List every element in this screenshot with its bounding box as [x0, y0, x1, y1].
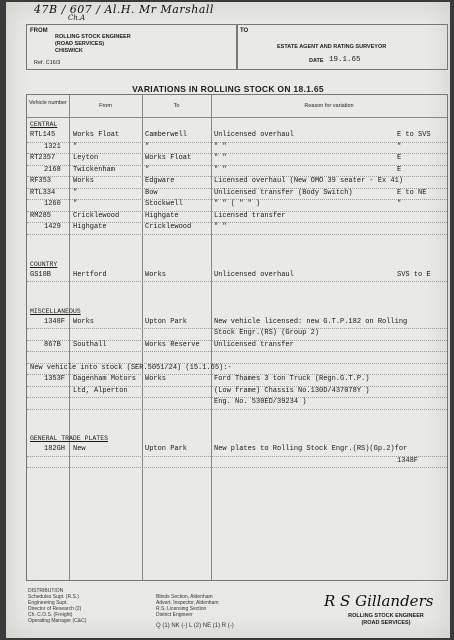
cell-t: Camberwell [145, 131, 188, 140]
col-to: To [173, 103, 180, 109]
section-heading: MISCELLANEOUS [30, 307, 81, 315]
from-dept: ROLLING STOCK ENGINEER [55, 34, 131, 40]
cell-t: " [145, 142, 150, 151]
cell-f: Works [73, 317, 95, 326]
cell-t: Stockwell [145, 200, 183, 209]
cell-r: Unlicensed overhaul [214, 131, 294, 140]
cell-t: Upton Park [145, 317, 188, 326]
cell-f: " [73, 188, 78, 197]
cell-t: Highgate [145, 211, 179, 220]
cell-v: 1321 [44, 142, 61, 151]
cell-f: Ltd, Alperton [73, 386, 128, 395]
cell-v: 182GH [44, 445, 66, 454]
to-label: TO [240, 28, 249, 34]
col-from: From [99, 103, 112, 109]
variations-table [26, 94, 448, 581]
distribution-codes: Q (1) NK (-) L (2) NE (1) R (-) [156, 623, 234, 629]
cell-t: Works Float [145, 154, 192, 163]
document-title: VARIATIONS IN ROLLING STOCK ON 18.1.65 [132, 84, 324, 94]
cell-r: " " [214, 165, 227, 174]
cell-f: Southall [73, 340, 107, 349]
cell-t: Cricklewood [145, 223, 192, 232]
cell-t: Works Reserve [145, 340, 200, 349]
cell-f: Hertford [73, 270, 107, 279]
cell-r: " " [214, 223, 227, 232]
document-sheet [6, 2, 450, 638]
cell-f: Works Float [73, 131, 120, 140]
cell-x: " [397, 142, 402, 151]
cell-t: " [145, 165, 150, 174]
cell-t: Bow [145, 188, 158, 197]
from-place: CHISWICK [55, 48, 83, 54]
cell-x: E to NE [397, 188, 427, 197]
cell-r: Unlicensed transfer (Body Switch) [214, 188, 353, 197]
cell-x: E to SVS [397, 131, 431, 140]
cell-f: " [73, 142, 78, 151]
cell-v: 867B [44, 340, 61, 349]
cell-x: SVS to E [397, 270, 431, 279]
cell-v: 2168 [44, 165, 61, 174]
cell-v: 1260 [44, 200, 61, 209]
distribution-mid: Blinds Section, Aldenham Advert. Inspector, Aldenham R.S. Licensing Section District Engineer [156, 594, 219, 618]
distribution-list: DISTRIBUTION Schedules Supt. (R.S.) Engineering Supt. Director of Research (2) Ch. C.O.S. (Freight) Operating Manager (C&C) [28, 588, 87, 624]
to-dept: ESTATE AGENT AND RATING SURVEYOR [277, 44, 387, 50]
from-sub: (ROAD SERVICES) [55, 41, 105, 47]
cell-r: " " [214, 142, 227, 151]
cell-v: RTL334 [30, 188, 56, 197]
cell-v: RTL145 [30, 131, 56, 140]
cell-f: Leyton [73, 154, 99, 163]
cell-t: Upton Park [145, 445, 188, 454]
cell-r: New vehicle licensed: new G.T.P.182 on Rolling [214, 317, 408, 326]
section-heading: GENERAL TRADE PLATES [30, 435, 109, 443]
cell-f: Cricklewood [73, 211, 120, 220]
cell-t: Works [145, 375, 167, 384]
cell-f: Works [73, 177, 95, 186]
cell-x: E [397, 165, 402, 174]
cell-r: Eng. No. 530ED/39234 ) [214, 398, 307, 407]
cell-t: Works [145, 270, 167, 279]
section-heading: CENTRAL [30, 121, 58, 129]
cell-r: New plates to Rolling Stock Engr.(RS)(Gp.2)for [214, 445, 408, 454]
cell-f: New [73, 445, 86, 454]
cell-r: Unlicensed transfer [214, 340, 294, 349]
cell-f: Twickenham [73, 165, 116, 174]
cell-r: Unlicensed overhaul [214, 270, 294, 279]
cell-r: " " [214, 154, 227, 163]
cell-f: Dagenham Motors [73, 375, 137, 384]
cell-r: Licensed overhaul (New OMO 39 seater - Ex 41) [214, 177, 404, 186]
signature-dept: ROLLING STOCK ENGINEER (ROAD SERVICES) [348, 613, 424, 626]
cell-r: (Low frame) Chassis No.130D/437078Y ) [214, 386, 370, 395]
col-vehicle: Vehicle number [29, 100, 67, 106]
cell-x: " [397, 200, 402, 209]
cell-v: 1348F [44, 317, 66, 326]
cell-r: Licensed transfer [214, 211, 286, 220]
cell-x: E [397, 154, 402, 163]
handwritten-note: 47B / 607 / Al.H. Mr Marshall [34, 3, 214, 16]
cell-v: RF353 [30, 177, 52, 186]
cell-v: New vehicle into stock (SER.5051/24) (15.1.65):- [30, 363, 232, 372]
reference: Ref. C16/3 [34, 60, 61, 66]
handwritten-subnote: Ch.A [68, 14, 86, 22]
signature: R S Gillanders [324, 592, 434, 610]
cell-v: 1429 [44, 223, 61, 232]
cell-r: Ford Thames 3 ton Truck (Regn.G.T.P.) [214, 375, 370, 384]
cell-x: 1348F [397, 456, 419, 465]
cell-v: GS10B [30, 270, 52, 279]
to-box [236, 24, 448, 70]
cell-v: 1353F [44, 375, 66, 384]
cell-t: Edgware [145, 177, 175, 186]
cell-f: Highgate [73, 223, 107, 232]
cell-r: " " ( " " ) [214, 200, 261, 209]
date-value: 19.1.65 [329, 56, 361, 64]
from-label: FROM [30, 28, 48, 34]
cell-r: Stock Engr.(RS) (Group 2) [214, 329, 320, 338]
section-heading: COUNTRY [30, 260, 58, 268]
cell-v: RT2357 [30, 154, 56, 163]
date-label: DATE [309, 58, 324, 64]
col-reason: Reason for variation [304, 103, 354, 109]
cell-f: " [73, 200, 78, 209]
cell-v: RM285 [30, 211, 52, 220]
